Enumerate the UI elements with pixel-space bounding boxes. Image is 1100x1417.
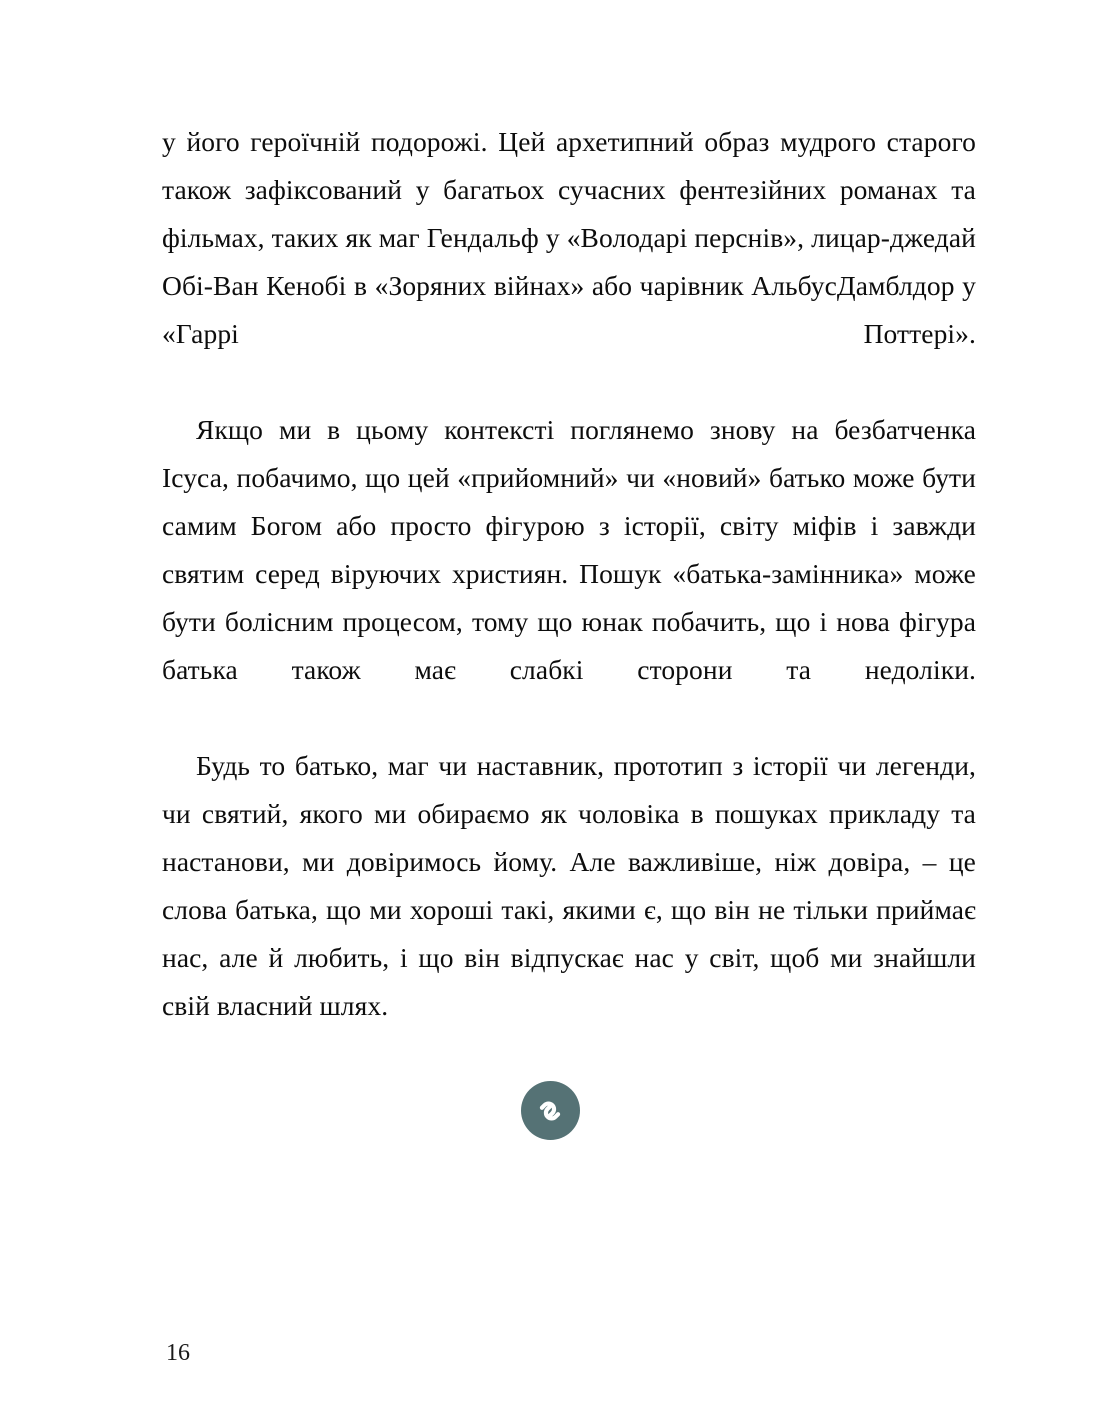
paragraph-jesus: Якщо ми в цьому контексті поглянемо знову на безбатченка Ісуса, побачимо, що цей «прийомний» чи «новий» батько може бути самим Богом або просто фігурою з історії, світу міфів і завжди святим серед віруючих християн. Пошук «батька-замінника» може бути болісним процесом, тому що юнак побачить, що і нова фігура батька також має слабкі сторони та недоліки. bbox=[162, 414, 976, 685]
section-ornament bbox=[0, 1081, 1100, 1140]
paragraph-continuation: у його героїчній подорожі. Цей архетипний образ мудрого старого також зафіксований у багатьох сучасних фентезійних романах та фільмах, таких як маг Гендальф у «Володарі перснів», лицар-джедай Обі-Ван Кенобі в «Зоряних війнах» або чарівник АльбусДамблдор у «Гаррі Поттері». bbox=[162, 126, 976, 349]
chain-link-icon bbox=[533, 1094, 567, 1128]
page-number: 16 bbox=[166, 1340, 190, 1366]
paragraph-father-mentor: Будь то батько, маг чи наставник, прототип з історії чи легенди, чи святий, якого ми обираємо як чоловіка в пошуках прикладу та настанови, ми довіримось йому. Але важливіше, ніж довіра, – це слова батька, що ми хороші такі, якими є, що він не тільки приймає нас, але й любить, і що він відпускає нас у світ, щоб ми знайшли свій власний шлях. bbox=[162, 750, 976, 1021]
ornament-circle bbox=[521, 1081, 580, 1140]
body-text-column bbox=[162, 118, 976, 1030]
